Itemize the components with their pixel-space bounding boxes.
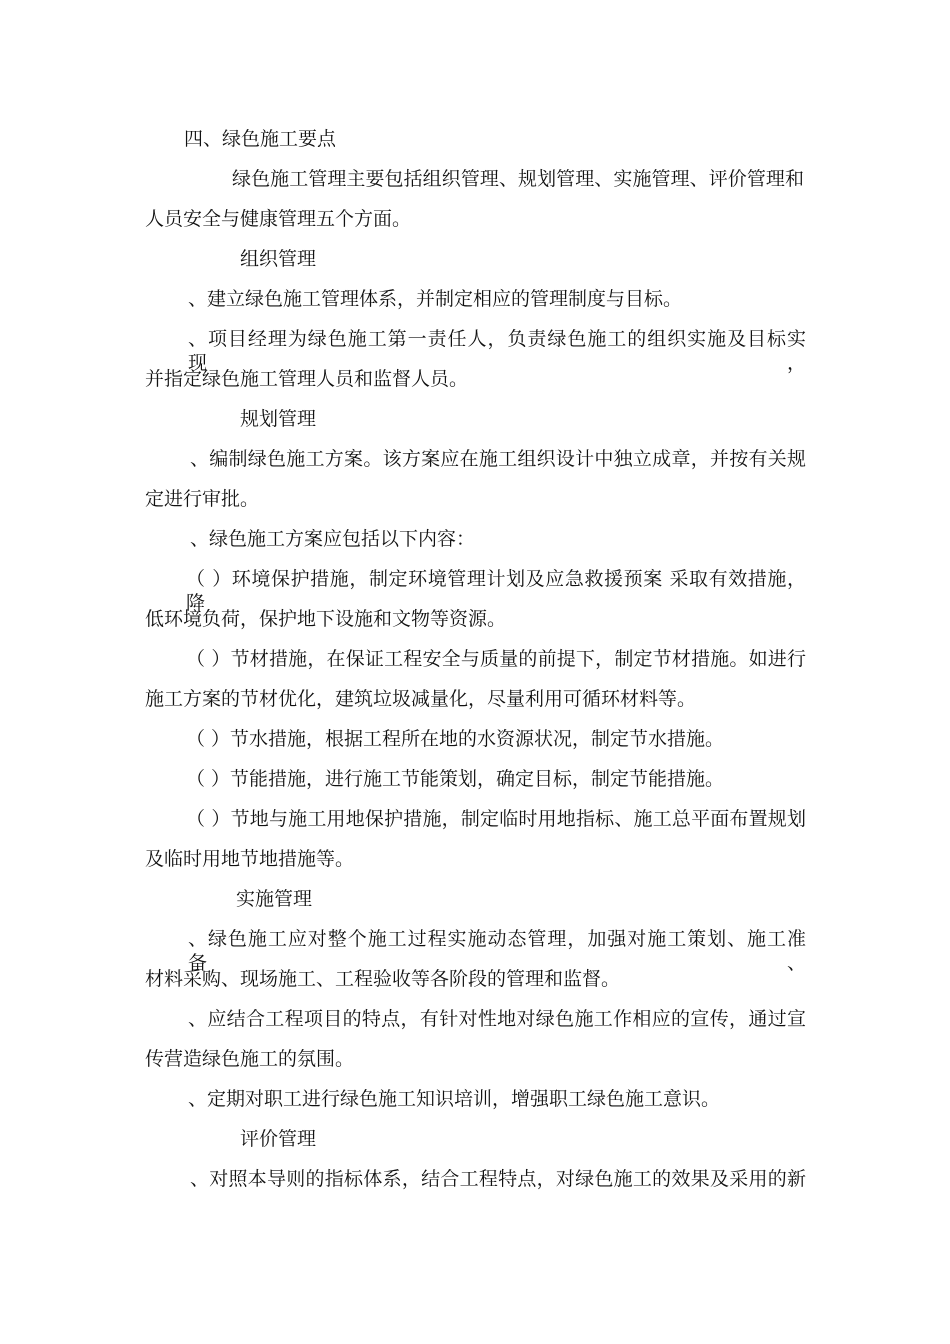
impl-item-2-line-1: 、应结合工程项目的特点，有针对性地对绿色施工作相应的宣传，通过宣	[188, 1008, 806, 1030]
plan-sub-2-line-1: （ ）节材措施，在保证工程安全与质量的前提下，制定节材措施。如进行	[186, 648, 806, 670]
org-item-2-line-2: 并指定绿色施工管理人员和监督人员。	[145, 368, 469, 390]
impl-item-1-line-1: 、绿色施工应对整个施工过程实施动态管理，加强对施工策划、施工准备、	[188, 928, 806, 974]
impl-item-2-line-2: 传营造绿色施工的氛围。	[145, 1048, 355, 1070]
eval-subheading: 评价管理	[240, 1128, 317, 1150]
org-item-2-line-1: 、项目经理为绿色施工第一责任人，负责绿色施工的组织实施及目标实现，	[188, 328, 806, 374]
plan-subheading: 规划管理	[240, 408, 317, 430]
intro-line-2: 人员安全与健康管理五个方面。	[145, 208, 412, 230]
plan-sub-1-line-2: 低环境负荷，保护地下设施和文物等资源。	[145, 608, 507, 630]
plan-item-1-line-1: 、编制绿色施工方案。该方案应在施工组织设计中独立成章，并按有关规	[190, 448, 806, 470]
plan-item-2: 、绿色施工方案应包括以下内容：	[190, 528, 476, 550]
plan-sub-5-line-1: （ ）节地与施工用地保护措施，制定临时用地指标、施工总平面布置规划	[186, 808, 806, 830]
section-heading: 四、绿色施工要点	[184, 128, 337, 150]
eval-item-1: 、对照本导则的指标体系，结合工程特点，对绿色施工的效果及采用的新	[190, 1168, 806, 1190]
plan-sub-5-line-2: 及临时用地节地措施等。	[145, 848, 355, 870]
org-item-1: 、建立绿色施工管理体系，并制定相应的管理制度与目标。	[188, 288, 683, 310]
intro-line-1: 绿色施工管理主要包括组织管理、规划管理、实施管理、评价管理和	[232, 168, 804, 190]
impl-item-3: 、定期对职工进行绿色施工知识培训，增强职工绿色施工意识。	[188, 1088, 721, 1110]
plan-sub-1-line-1: （ ）环境保护措施，制定环境管理计划及应急救援预案 采取有效措施，降	[186, 568, 806, 614]
plan-sub-2-line-2: 施工方案的节材优化，建筑垃圾减量化，尽量利用可循环材料等。	[145, 688, 697, 710]
impl-subheading: 实施管理	[236, 888, 313, 910]
plan-sub-3: （ ）节水措施，根据工程所在地的水资源状况，制定节水措施。	[186, 728, 725, 750]
plan-item-1-line-2: 定进行审批。	[145, 488, 260, 510]
impl-item-1-line-2: 材料采购、现场施工、工程验收等各阶段的管理和监督。	[145, 968, 621, 990]
plan-sub-4: （ ）节能措施，进行施工节能策划，确定目标，制定节能措施。	[186, 768, 725, 790]
org-subheading: 组织管理	[240, 248, 317, 270]
